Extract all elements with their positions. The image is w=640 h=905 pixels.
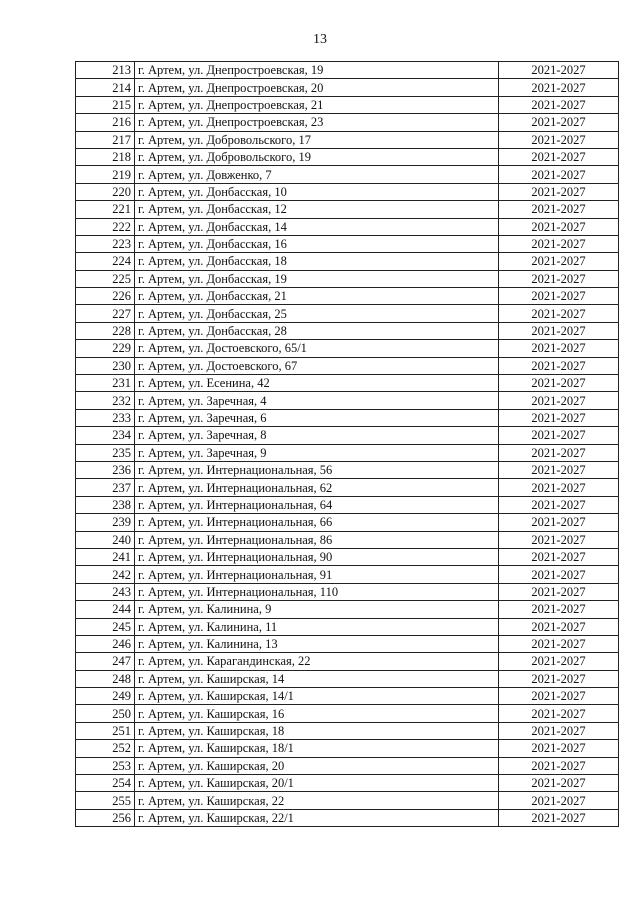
row-number: 254 (76, 775, 135, 792)
table-row (76, 166, 619, 183)
row-number: 215 (76, 96, 135, 113)
row-address: г. Артем, ул. Заречная, 9 (135, 444, 499, 461)
row-number: 250 (76, 705, 135, 722)
row-period: 2021-2027 (499, 775, 619, 792)
table-row (76, 392, 619, 409)
row-period: 2021-2027 (499, 670, 619, 687)
row-number: 234 (76, 427, 135, 444)
row-number: 239 (76, 514, 135, 531)
row-number: 255 (76, 792, 135, 809)
row-period: 2021-2027 (499, 514, 619, 531)
row-number: 214 (76, 79, 135, 96)
row-address: г. Артем, ул. Интернациональная, 66 (135, 514, 499, 531)
row-number: 228 (76, 322, 135, 339)
row-period: 2021-2027 (499, 183, 619, 200)
table-row (76, 618, 619, 635)
row-number: 213 (76, 62, 135, 79)
row-address: г. Артем, ул. Каширская, 20 (135, 757, 499, 774)
row-address: г. Артем, ул. Каширская, 18 (135, 722, 499, 739)
table-row (76, 253, 619, 270)
page-number: 13 (313, 32, 327, 47)
row-address: г. Артем, ул. Днепростроевская, 20 (135, 79, 499, 96)
table-row (76, 601, 619, 618)
row-number: 217 (76, 131, 135, 148)
row-address: г. Артем, ул. Есенина, 42 (135, 375, 499, 392)
table-row (76, 427, 619, 444)
table-row (76, 705, 619, 722)
table-row (76, 809, 619, 826)
row-address: г. Артем, ул. Заречная, 6 (135, 409, 499, 426)
table-row (76, 461, 619, 478)
row-address: г. Артем, ул. Каширская, 22 (135, 792, 499, 809)
row-address: г. Артем, ул. Донбасская, 25 (135, 305, 499, 322)
row-period: 2021-2027 (499, 305, 619, 322)
table-row (76, 183, 619, 200)
row-period: 2021-2027 (499, 288, 619, 305)
row-period: 2021-2027 (499, 757, 619, 774)
row-period: 2021-2027 (499, 601, 619, 618)
table-row (76, 322, 619, 339)
row-number: 223 (76, 235, 135, 252)
row-period: 2021-2027 (499, 479, 619, 496)
row-period: 2021-2027 (499, 409, 619, 426)
row-address: г. Артем, ул. Каширская, 20/1 (135, 775, 499, 792)
row-address: г. Артем, ул. Донбасская, 10 (135, 183, 499, 200)
table-row (76, 340, 619, 357)
row-period: 2021-2027 (499, 148, 619, 165)
row-number: 218 (76, 148, 135, 165)
table-row (76, 409, 619, 426)
row-address: г. Артем, ул. Калинина, 13 (135, 635, 499, 652)
row-address: г. Артем, ул. Донбасская, 18 (135, 253, 499, 270)
row-address: г. Артем, ул. Донбасская, 28 (135, 322, 499, 339)
row-number: 237 (76, 479, 135, 496)
row-number: 222 (76, 218, 135, 235)
row-period: 2021-2027 (499, 688, 619, 705)
row-address: г. Артем, ул. Донбасская, 12 (135, 201, 499, 218)
row-number: 238 (76, 496, 135, 513)
table-row (76, 357, 619, 374)
row-number: 240 (76, 531, 135, 548)
row-address: г. Артем, ул. Достоевского, 67 (135, 357, 499, 374)
table-row (76, 201, 619, 218)
row-period: 2021-2027 (499, 444, 619, 461)
row-address: г. Артем, ул. Донбасская, 21 (135, 288, 499, 305)
table-row (76, 566, 619, 583)
row-period: 2021-2027 (499, 253, 619, 270)
row-address: г. Артем, ул. Интернациональная, 90 (135, 548, 499, 565)
row-address: г. Артем, ул. Донбасская, 16 (135, 235, 499, 252)
row-period: 2021-2027 (499, 357, 619, 374)
row-address: г. Артем, ул. Довженко, 7 (135, 166, 499, 183)
table-row (76, 688, 619, 705)
row-address: г. Артем, ул. Каширская, 14/1 (135, 688, 499, 705)
row-number: 245 (76, 618, 135, 635)
row-address: г. Артем, ул. Заречная, 4 (135, 392, 499, 409)
table-row (76, 444, 619, 461)
row-address: г. Артем, ул. Добровольского, 17 (135, 131, 499, 148)
row-period: 2021-2027 (499, 705, 619, 722)
row-period: 2021-2027 (499, 635, 619, 652)
address-table (75, 61, 619, 827)
row-address: г. Артем, ул. Калинина, 9 (135, 601, 499, 618)
row-number: 225 (76, 270, 135, 287)
row-number: 242 (76, 566, 135, 583)
row-number: 216 (76, 114, 135, 131)
row-period: 2021-2027 (499, 392, 619, 409)
row-address: г. Артем, ул. Интернациональная, 64 (135, 496, 499, 513)
row-number: 229 (76, 340, 135, 357)
row-period: 2021-2027 (499, 722, 619, 739)
table-row (76, 635, 619, 652)
table-row (76, 62, 619, 79)
row-address: г. Артем, ул. Донбасская, 14 (135, 218, 499, 235)
table-row (76, 114, 619, 131)
row-period: 2021-2027 (499, 96, 619, 113)
row-number: 252 (76, 740, 135, 757)
row-period: 2021-2027 (499, 340, 619, 357)
row-address: г. Артем, ул. Достоевского, 65/1 (135, 340, 499, 357)
table-row (76, 218, 619, 235)
row-number: 251 (76, 722, 135, 739)
row-number: 236 (76, 461, 135, 478)
row-period: 2021-2027 (499, 131, 619, 148)
row-period: 2021-2027 (499, 375, 619, 392)
row-period: 2021-2027 (499, 427, 619, 444)
table-row (76, 305, 619, 322)
row-period: 2021-2027 (499, 618, 619, 635)
row-number: 249 (76, 688, 135, 705)
row-number: 253 (76, 757, 135, 774)
table-row (76, 270, 619, 287)
row-period: 2021-2027 (499, 531, 619, 548)
row-address: г. Артем, ул. Интернациональная, 56 (135, 461, 499, 478)
row-number: 243 (76, 583, 135, 600)
row-period: 2021-2027 (499, 166, 619, 183)
row-number: 219 (76, 166, 135, 183)
row-period: 2021-2027 (499, 792, 619, 809)
row-number: 247 (76, 653, 135, 670)
row-number: 248 (76, 670, 135, 687)
row-number: 224 (76, 253, 135, 270)
row-period: 2021-2027 (499, 322, 619, 339)
row-period: 2021-2027 (499, 461, 619, 478)
row-period: 2021-2027 (499, 809, 619, 826)
row-period: 2021-2027 (499, 62, 619, 79)
table-row (76, 757, 619, 774)
table-row (76, 479, 619, 496)
table-row (76, 514, 619, 531)
table-row (76, 375, 619, 392)
table-row (76, 79, 619, 96)
row-address: г. Артем, ул. Заречная, 8 (135, 427, 499, 444)
row-number: 241 (76, 548, 135, 565)
row-number: 227 (76, 305, 135, 322)
row-address: г. Артем, ул. Каширская, 16 (135, 705, 499, 722)
row-number: 230 (76, 357, 135, 374)
table-row (76, 775, 619, 792)
row-number: 256 (76, 809, 135, 826)
row-address: г. Артем, ул. Интернациональная, 91 (135, 566, 499, 583)
row-number: 246 (76, 635, 135, 652)
row-number: 235 (76, 444, 135, 461)
table-row (76, 583, 619, 600)
row-period: 2021-2027 (499, 114, 619, 131)
table-row (76, 722, 619, 739)
table-row (76, 148, 619, 165)
row-address: г. Артем, ул. Каширская, 14 (135, 670, 499, 687)
row-number: 244 (76, 601, 135, 618)
table-row (76, 548, 619, 565)
row-address: г. Артем, ул. Днепростроевская, 23 (135, 114, 499, 131)
row-period: 2021-2027 (499, 201, 619, 218)
table-row (76, 670, 619, 687)
row-number: 233 (76, 409, 135, 426)
row-address: г. Артем, ул. Каширская, 18/1 (135, 740, 499, 757)
table-row (76, 653, 619, 670)
row-period: 2021-2027 (499, 235, 619, 252)
table-row (76, 96, 619, 113)
table-row (76, 496, 619, 513)
row-period: 2021-2027 (499, 270, 619, 287)
row-address: г. Артем, ул. Карагандинская, 22 (135, 653, 499, 670)
table-row (76, 792, 619, 809)
table-row (76, 288, 619, 305)
row-address: г. Артем, ул. Калинина, 11 (135, 618, 499, 635)
row-address: г. Артем, ул. Интернациональная, 110 (135, 583, 499, 600)
row-period: 2021-2027 (499, 583, 619, 600)
row-period: 2021-2027 (499, 548, 619, 565)
table-row (76, 531, 619, 548)
row-period: 2021-2027 (499, 79, 619, 96)
table-row (76, 235, 619, 252)
address-table-body (76, 62, 619, 827)
row-period: 2021-2027 (499, 653, 619, 670)
row-address: г. Артем, ул. Интернациональная, 62 (135, 479, 499, 496)
row-address: г. Артем, ул. Интернациональная, 86 (135, 531, 499, 548)
row-number: 221 (76, 201, 135, 218)
row-number: 226 (76, 288, 135, 305)
table-row (76, 740, 619, 757)
row-number: 232 (76, 392, 135, 409)
row-address: г. Артем, ул. Добровольского, 19 (135, 148, 499, 165)
row-address: г. Артем, ул. Днепростроевская, 19 (135, 62, 499, 79)
row-address: г. Артем, ул. Донбасская, 19 (135, 270, 499, 287)
row-period: 2021-2027 (499, 740, 619, 757)
row-period: 2021-2027 (499, 218, 619, 235)
table-row (76, 131, 619, 148)
row-number: 220 (76, 183, 135, 200)
row-address: г. Артем, ул. Каширская, 22/1 (135, 809, 499, 826)
row-period: 2021-2027 (499, 496, 619, 513)
row-address: г. Артем, ул. Днепростроевская, 21 (135, 96, 499, 113)
row-period: 2021-2027 (499, 566, 619, 583)
row-number: 231 (76, 375, 135, 392)
